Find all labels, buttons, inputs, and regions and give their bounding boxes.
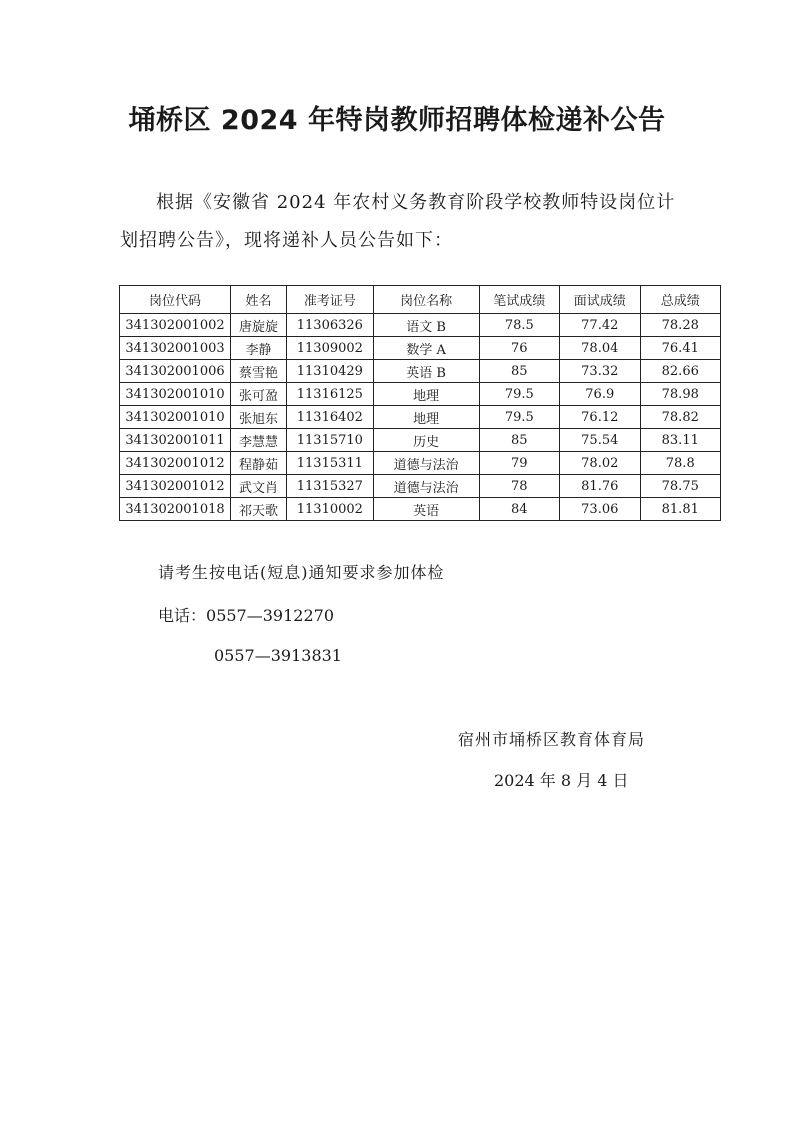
medical-exam-note: 请考生按电话(短息)通知要求参加体检 [158,563,445,582]
cell-interview-score: 73.06 [560,498,640,521]
cell-name: 唐旋旋 [231,314,287,337]
table-row [120,337,721,360]
cell-exam-number: 11310429 [287,360,374,383]
table-row [120,383,721,406]
cell-total-score: 81.81 [640,498,721,521]
cell-post-name: 历史 [373,429,479,452]
cell-exam-number: 11306326 [287,314,374,337]
table-row [120,360,721,383]
cell-post-name: 英语 B [373,360,479,383]
cell-post-code: 341302001018 [120,498,231,521]
header-written-score: 笔试成绩 [479,286,559,314]
table-row [120,406,721,429]
cell-interview-score: 78.04 [560,337,640,360]
table-row [120,475,721,498]
cell-written-score: 85 [479,360,559,383]
cell-exam-number: 11310002 [287,498,374,521]
cell-interview-score: 77.42 [560,314,640,337]
cell-interview-score: 78.02 [560,452,640,475]
cell-name: 武文肖 [231,475,287,498]
table-header-row [120,286,721,314]
header-total-score: 总成绩 [640,286,721,314]
cell-name: 李慧慧 [231,429,287,452]
table-row [120,429,721,452]
table-row [120,498,721,521]
cell-name: 蔡雪艳 [231,360,287,383]
cell-written-score: 79.5 [479,406,559,429]
page-title: 埇桥区 2024 年特岗教师招聘体检递补公告 [128,105,666,136]
cell-post-code: 341302001011 [120,429,231,452]
cell-interview-score: 75.54 [560,429,640,452]
header-name: 姓名 [231,286,287,314]
cell-name: 祁天歌 [231,498,287,521]
cell-post-name: 语文 B [373,314,479,337]
cell-total-score: 76.41 [640,337,721,360]
cell-interview-score: 81.76 [560,475,640,498]
cell-exam-number: 11316125 [287,383,374,406]
candidate-table [119,285,721,521]
cell-written-score: 76 [479,337,559,360]
cell-interview-score: 73.32 [560,360,640,383]
cell-exam-number: 11316402 [287,406,374,429]
cell-exam-number: 11315710 [287,429,374,452]
cell-post-code: 341302001012 [120,452,231,475]
cell-post-code: 341302001012 [120,475,231,498]
cell-post-code: 341302001010 [120,383,231,406]
cell-written-score: 84 [479,498,559,521]
phone-label: 电话： [158,606,207,625]
cell-written-score: 78.5 [479,314,559,337]
cell-written-score: 79.5 [479,383,559,406]
issuing-authority: 宿州市埇桥区教育体育局 [458,730,646,749]
cell-exam-number: 11315311 [287,452,374,475]
header-post-name: 岗位名称 [373,286,479,314]
cell-post-name: 英语 [373,498,479,521]
cell-post-name: 道德与法治 [373,475,479,498]
cell-name: 张旭东 [231,406,287,429]
cell-total-score: 78.75 [640,475,721,498]
header-exam-number: 准考证号 [287,286,374,314]
cell-written-score: 85 [479,429,559,452]
cell-total-score: 78.98 [640,383,721,406]
cell-post-code: 341302001003 [120,337,231,360]
cell-interview-score: 76.9 [560,383,640,406]
cell-post-name: 地理 [373,383,479,406]
cell-written-score: 79 [479,452,559,475]
cell-name: 程静茹 [231,452,287,475]
cell-total-score: 83.11 [640,429,721,452]
issue-date: 2024 年 8 月 4 日 [494,771,629,790]
phone-number-1: 0557—3912270 [206,606,334,625]
cell-total-score: 78.82 [640,406,721,429]
phone-line-primary [158,603,334,626]
cell-written-score: 78 [479,475,559,498]
cell-interview-score: 76.12 [560,406,640,429]
cell-total-score: 82.66 [640,360,721,383]
cell-exam-number: 11309002 [287,337,374,360]
cell-exam-number: 11315327 [287,475,374,498]
cell-post-code: 341302001006 [120,360,231,383]
cell-name: 张可盈 [231,383,287,406]
cell-post-name: 地理 [373,406,479,429]
table-row [120,452,721,475]
cell-post-name: 数学 A [373,337,479,360]
cell-post-code: 341302001002 [120,314,231,337]
cell-post-code: 341302001010 [120,406,231,429]
header-post-code: 岗位代码 [120,286,231,314]
intro-paragraph: 根据《安徽省 2024 年农村义务教育阶段学校教师特设岗位计划招聘公告》，现将递补人员公告如下： [120,192,676,251]
cell-total-score: 78.28 [640,314,721,337]
cell-name: 李静 [231,337,287,360]
header-interview-score: 面试成绩 [560,286,640,314]
cell-total-score: 78.8 [640,452,721,475]
cell-post-name: 道德与法治 [373,452,479,475]
phone-number-2: 0557—3913831 [214,646,342,665]
table-row [120,314,721,337]
